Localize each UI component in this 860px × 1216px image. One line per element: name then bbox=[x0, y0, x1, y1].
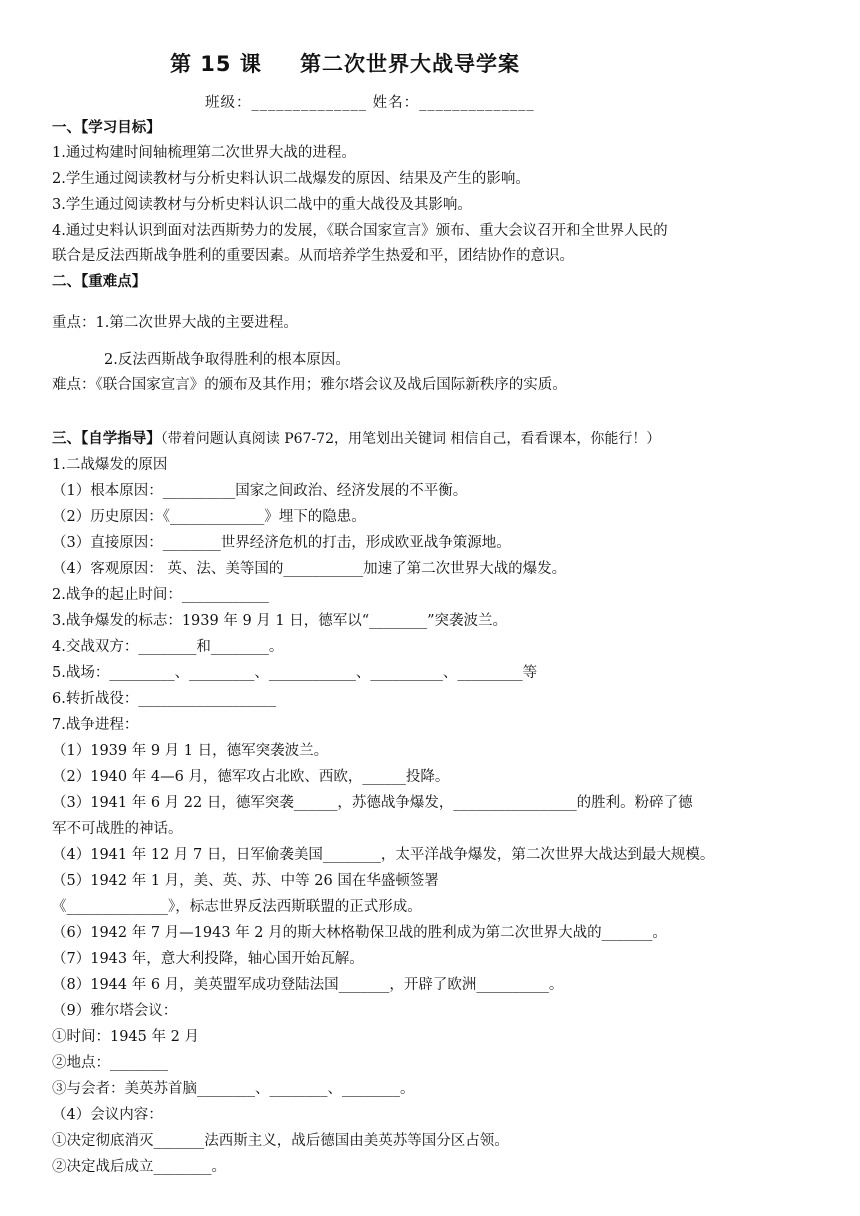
study-line: 3.战争爆发的标志：1939 年 9 月 1 日，德军以“________”突袭波兰。 bbox=[52, 613, 508, 629]
study-line: （4）会议内容： bbox=[52, 1107, 163, 1123]
self-study-heading: 三、【自学指导】 bbox=[52, 431, 161, 447]
study-line: 6.转折战役：___________________ bbox=[52, 691, 277, 707]
lesson-title: 第二次世界大战导学案 bbox=[300, 52, 520, 76]
study-line: ②地点：________ bbox=[52, 1055, 168, 1071]
study-line: （9）雅尔塔会议： bbox=[52, 1003, 178, 1019]
goal-item: 1.通过构建时间轴梳理第二次世界大战的进程。 bbox=[52, 145, 356, 161]
study-line: （6）1942 年 7 月—1943 年 2 月的斯大林格勒保卫战的胜利成为第二次世界大战的_______。 bbox=[52, 925, 667, 941]
goal-item: 2.学生通过阅读教材与分析史料认识二战爆发的原因、结果及产生的影响。 bbox=[52, 171, 530, 187]
study-line: 1.二战爆发的原因 bbox=[52, 457, 168, 473]
study-line: 4.交战双方：________和________。 bbox=[52, 639, 284, 655]
study-line: ③与会者：美英苏首脑________、________、________。 bbox=[52, 1081, 415, 1097]
study-line: （7）1943 年，意大利投降，轴心国开始瓦解。 bbox=[52, 951, 364, 967]
key-point-item: 重点：1.第二次世界大战的主要进程。 bbox=[52, 315, 298, 331]
study-line: ②决定战后成立________。 bbox=[52, 1159, 226, 1175]
study-line: 5.战场：_________、_________、____________、__________、_________等 bbox=[52, 665, 538, 681]
goal-item: 3.学生通过阅读教材与分析史料认识二战中的重大战役及其影响。 bbox=[52, 197, 472, 213]
study-line: 2.战争的起止时间：____________ bbox=[52, 587, 269, 603]
section-heading-self-study bbox=[52, 428, 660, 450]
study-line: （3）直接原因：________世界经济危机的打击，形成欧亚战争策源地。 bbox=[52, 535, 511, 551]
study-line: 军不可战胜的神话。 bbox=[52, 821, 183, 837]
study-line: 7.战争进程： bbox=[52, 717, 139, 733]
study-line: （4）客观原因： 英、法、美等国的___________加速了第二次世界大战的爆发。 bbox=[52, 561, 567, 577]
study-line: （2）1940 年 4—6 月，德军攻占北欧、西欧，______投降。 bbox=[52, 769, 450, 785]
study-line: （2）历史原因：《_____________》埋下的隐患。 bbox=[52, 509, 366, 525]
section-heading-key-points: 二、【重难点】 bbox=[52, 274, 147, 290]
self-study-hint: （带着问题认真阅读 P67-72，用笔划出关键词 相信自己，看看课本，你能行！） bbox=[160, 431, 661, 447]
study-line: （4）1941 年 12 月 7 日，日军偷袭美国________，太平洋战争爆发，第二次世界大战达到最大规模。 bbox=[52, 847, 715, 863]
study-line: （8）1944 年 6 月，美英盟军成功登陆法国_______，开辟了欧洲__________。 bbox=[52, 977, 564, 993]
study-line: ①时间：1945 年 2 月 bbox=[52, 1029, 199, 1045]
study-line: 《______________》，标志世界反法西斯联盟的正式形成。 bbox=[52, 899, 422, 915]
key-point-item: 2.反法西斯战争取得胜利的根本原因。 bbox=[104, 352, 350, 368]
goal-item: 联合是反法西斯战争胜利的重要因素。从而培养学生热爱和平，团结协作的意识。 bbox=[52, 248, 574, 264]
goal-item: 4.通过史料认识到面对法西斯势力的发展，《联合国家宣言》颁布、重大会议召开和全世界人民的 bbox=[52, 223, 668, 239]
section-heading-goals: 一、【学习目标】 bbox=[52, 120, 161, 136]
class-name-line: 班级：______________ 姓名：______________ bbox=[205, 95, 535, 111]
study-line: （3）1941 年 6 月 22 日，德军突袭______，苏德战争爆发，_________________的胜利。粉碎了德 bbox=[52, 795, 693, 811]
lesson-number: 第 15 课 bbox=[170, 52, 262, 76]
difficulty-item: 难点：《联合国家宣言》的颁布及其作用；雅尔塔会议及战后国际新秩序的实质。 bbox=[52, 377, 567, 393]
study-line: （1）根本原因：__________国家之间政治、经济发展的不平衡。 bbox=[52, 483, 468, 499]
study-line: ①决定彻底消灭_______法西斯主义，战后德国由美英苏等国分区占领。 bbox=[52, 1133, 509, 1149]
study-line: （1）1939 年 9 月 1 日，德军突袭波兰。 bbox=[52, 743, 329, 759]
study-line: （5）1942 年 1 月，美、英、苏、中等 26 国在华盛顿签署 bbox=[52, 873, 439, 889]
